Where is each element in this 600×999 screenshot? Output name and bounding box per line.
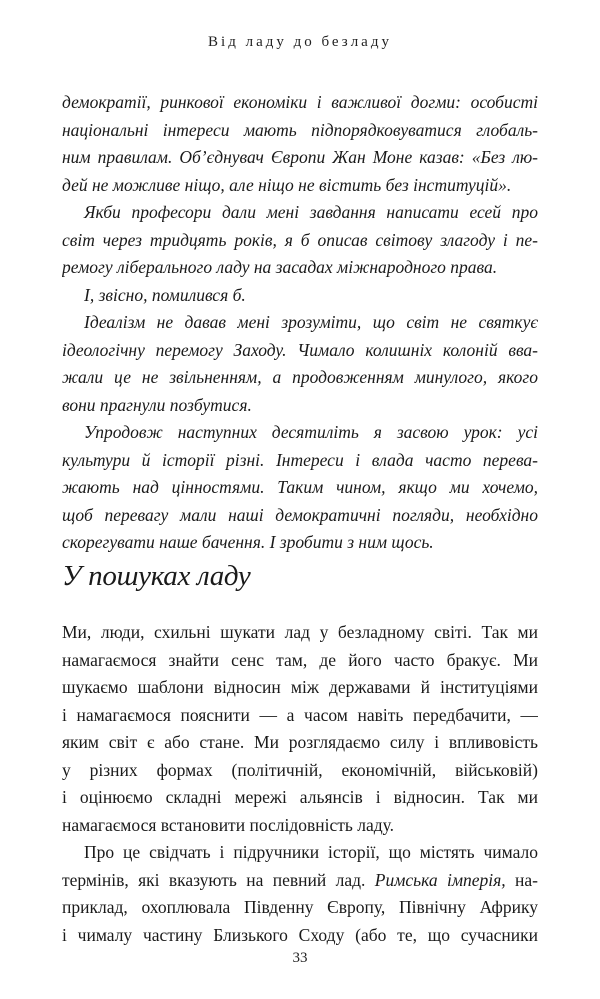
text-line: світ через тридцять років, я б описав світову злагоду і пе-: [62, 229, 538, 250]
text-line: дей не можливе ніщо, але ніщо не вістить без інституцій».: [62, 174, 512, 195]
text-line: яким світ є або стане. Ми розглядаємо силу і впливовість: [62, 732, 538, 752]
text-line: у різних формах (політичній, економічній, військовій): [62, 759, 538, 780]
italic-text-block: [62, 89, 538, 557]
text-line: культури й історії різні. Інтереси і влада часто перева-: [62, 449, 538, 470]
text-line: ним правилам. Об’єднувач Європи Жан Моне казав: «Без лю-: [62, 147, 538, 167]
text-line: ремогу ліберального ладу на засадах міжнародного права.: [62, 257, 498, 277]
body-text-block: [62, 619, 538, 949]
italic-paragraph-4: [62, 309, 538, 419]
text-line: Упродовж наступних десятиліть я засвою урок: усі: [84, 422, 538, 442]
text-line: демократії, ринкової економіки і важливої догми: особисті: [62, 92, 538, 112]
text-line: і чималу частину Близького Сходу (або те, що сучасники: [62, 924, 538, 945]
italic-paragraph-1: [62, 89, 538, 199]
italic-paragraph-2: [62, 199, 538, 282]
running-head: Від ладу до безладу: [208, 34, 392, 50]
text-line: Про це свідчать і підручники історії, що містять чимало: [84, 842, 538, 862]
text-line: шукаємо шаблони відносин між державами й інституціями: [62, 677, 538, 697]
text-line: Ідеалізм не давав мені зрозуміти, що світ не святкує: [84, 312, 538, 332]
italic-paragraph-5: [62, 419, 538, 557]
text-line: намагаємося знайти сенс там, де його часто бракує. Ми: [62, 649, 538, 670]
text-line: приклад, охоплювала Південну Європу, Північну Африку: [62, 897, 538, 917]
text-line: національні інтереси мають підпорядковуватися глобаль-: [62, 119, 538, 140]
text-line: [62, 867, 538, 895]
body-paragraph-2: [62, 839, 538, 949]
text-line: вони прагнули позбутися.: [62, 394, 252, 415]
text-line: і намагаємося пояснити — а часом навіть передбачити, —: [62, 704, 538, 725]
body-paragraph-1: [62, 619, 538, 839]
text-line: жали це не звільненням, а продовженням минулого, якого: [62, 367, 538, 387]
text-line: Якби професори дали мені завдання написати есей про: [84, 202, 538, 222]
italic-paragraph-3: [62, 282, 538, 310]
text-line: і оцінюємо складні мережі альянсів і відносин. Так ми: [62, 787, 538, 807]
text-line: ідеологічну перемогу Заходу. Чимало колишніх колоній вва-: [62, 339, 538, 360]
text-line: Ми, люди, схильні шукати лад у безладному світі. Так ми: [62, 622, 538, 642]
text-line: жають над цінностями. Таким чином, якщо ми хочемо,: [62, 477, 538, 497]
text-line: І, звісно, помилився б.: [84, 284, 246, 305]
text-line: щоб перевагу мали наші демократичні погляди, необхідно: [62, 504, 538, 525]
text-segment: на-: [515, 869, 538, 890]
italic-term: Римська імперія,: [374, 869, 506, 890]
section-heading: У пошуках ладу: [62, 560, 251, 592]
page-number: 33: [292, 950, 308, 966]
text-segment: термінів, які вказують на певний лад.: [62, 869, 366, 890]
text-line: скорегувати наше бачення. І зробити з ним щось.: [62, 532, 434, 552]
text-line: намагаємося встановити послідовність ладу.: [62, 814, 395, 835]
